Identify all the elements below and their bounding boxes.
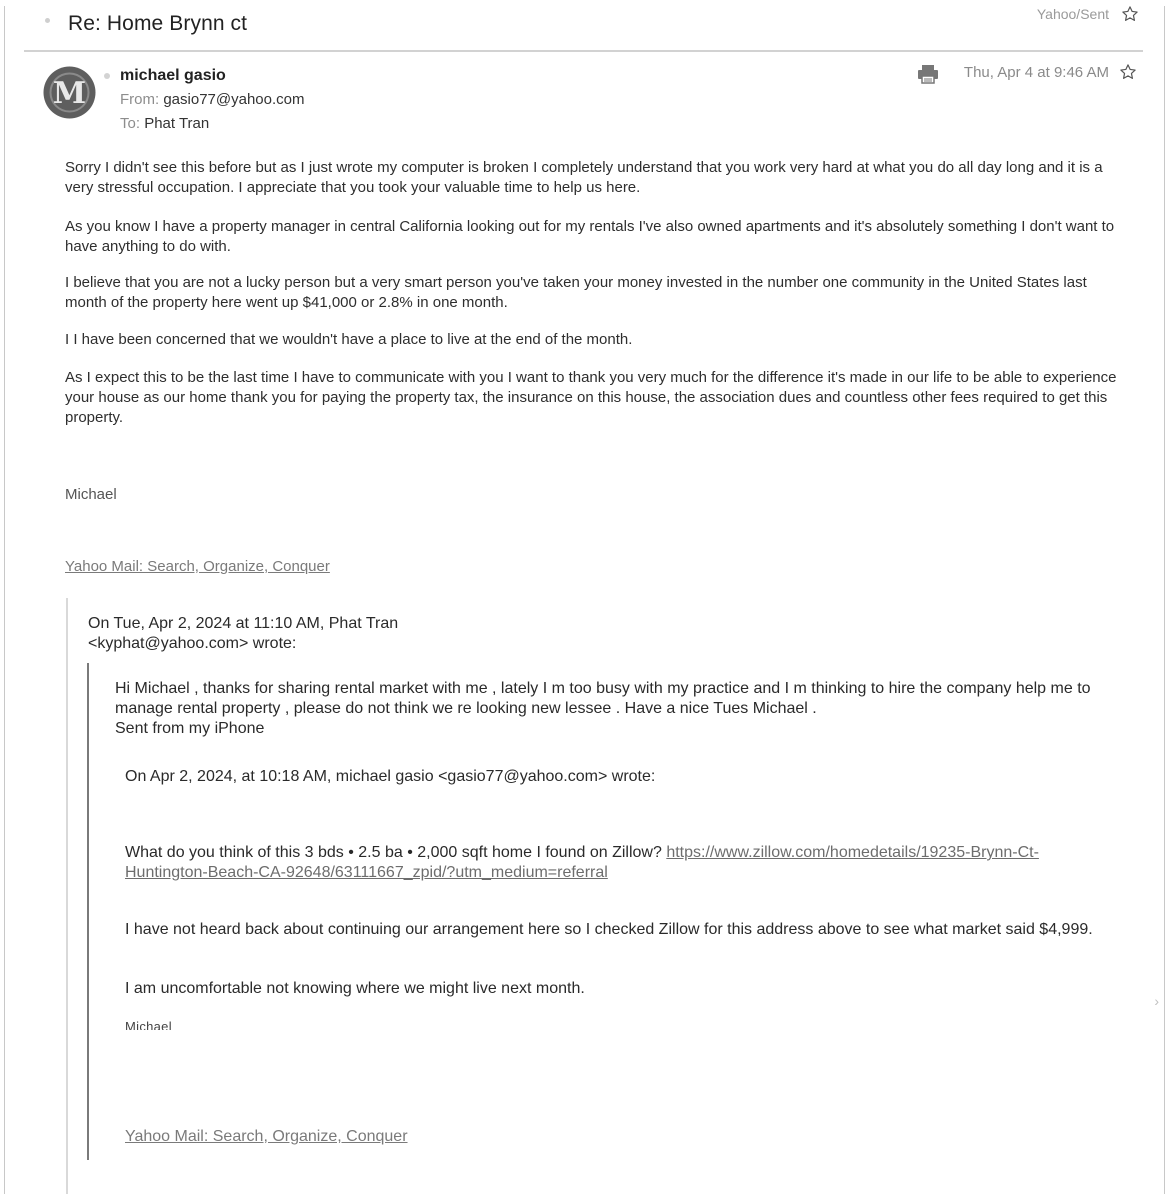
body-paragraph: I believe that you are not a lucky person but a very smart person you've taken your money invested in the number one community in the United States last month of the property here went up $41,000 or 2.8% in one month.	[65, 274, 1087, 311]
body-paragraph: I I have been concerned that we wouldn't have a place to live at the end of the month.	[65, 331, 633, 348]
quote-bar	[66, 598, 68, 1194]
yahoo-mail-link[interactable]: Yahoo Mail: Search, Organize, Conquer	[125, 1128, 408, 1145]
sender-name[interactable]: michael gasio	[120, 67, 226, 84]
from-line	[120, 91, 305, 108]
nested-paragraph: I have not heard back about continuing our arrangement here so I checked Zillow for this address above to see what market said $4,999.	[125, 921, 1093, 938]
sent-from-line: Sent from my iPhone	[115, 720, 265, 737]
header-divider	[24, 50, 1143, 52]
to-recipient[interactable]: Phat Tran	[144, 115, 210, 132]
presence-dot	[104, 73, 110, 79]
email-subject: Re: Home Brynn ct	[68, 12, 248, 35]
folder-label[interactable]: Yahoo/Sent	[1036, 6, 1109, 22]
email-date: Thu, Apr 4 at 9:46 AM	[963, 64, 1109, 81]
body-paragraph: Sorry I didn't see this before but as I just wrote my computer is broken I completely understand that you work very hard at what you do all day long and it is a very stressful occupation. I appreciate that you took your valuable time to help us here.	[65, 159, 1103, 196]
from-address[interactable]: gasio77@yahoo.com	[163, 91, 305, 108]
yahoo-mail-link[interactable]: Yahoo Mail: Search, Organize, Conquer	[65, 558, 330, 575]
zillow-link[interactable]: https://www.zillow.com/homedetails/19235-Brynn-Ct-Huntington-Beach-CA-92648/63111667_zpid/?utm_medium=referral	[125, 844, 1039, 881]
star-icon[interactable]	[1119, 63, 1137, 81]
signature: Michael	[65, 486, 117, 503]
nested-attribution: On Apr 2, 2024, at 10:18 AM, michael gasio <gasio77@yahoo.com> wrote:	[125, 768, 656, 785]
avatar-letter: M	[52, 76, 87, 111]
to-line	[120, 115, 209, 132]
unread-dot	[45, 18, 50, 23]
zillow-paragraph	[125, 843, 1115, 883]
nested-paragraph: I am uncomfortable not knowing where we might live next month.	[125, 980, 585, 997]
body-paragraph: As I expect this to be the last time I have to communicate with you I want to thank you very much for the difference it's made in our life to be able to experience your house as our home thank you for paying the property tax, the insurance on this house, the association dues and countless other fees required to get this property.	[65, 369, 1117, 426]
chevron-right-icon[interactable]: ›	[1154, 993, 1159, 1009]
quoted-reply	[115, 679, 1115, 739]
nested-quote-bar	[87, 663, 89, 1160]
quoted-reply-text: Hi Michael , thanks for sharing rental market with me , lately I m too busy with my practice and I m thinking to hire the company help me to manage rental property , please do not think we re looking new lessee . Have a nice Tues Michael .	[115, 680, 1091, 717]
star-icon[interactable]	[1121, 5, 1139, 23]
print-icon[interactable]	[917, 64, 939, 84]
body-paragraph: As you know I have a property manager in central California looking out for my rentals I've also owned apartments and it's absolutely something I don't want to have anything to do with.	[65, 218, 1115, 255]
nested-signature: Michael	[125, 1019, 172, 1030]
zillow-text: What do you think of this 3 bds • 2.5 ba • 2,000 sqft home I found on Zillow?	[125, 844, 662, 861]
quote-attribution: On Tue, Apr 2, 2024 at 11:10 AM, Phat Tran <kyphat@yahoo.com> wrote:	[88, 615, 399, 652]
from-label: From:	[120, 91, 160, 108]
avatar[interactable]	[43, 66, 96, 119]
to-label: To:	[120, 115, 141, 132]
